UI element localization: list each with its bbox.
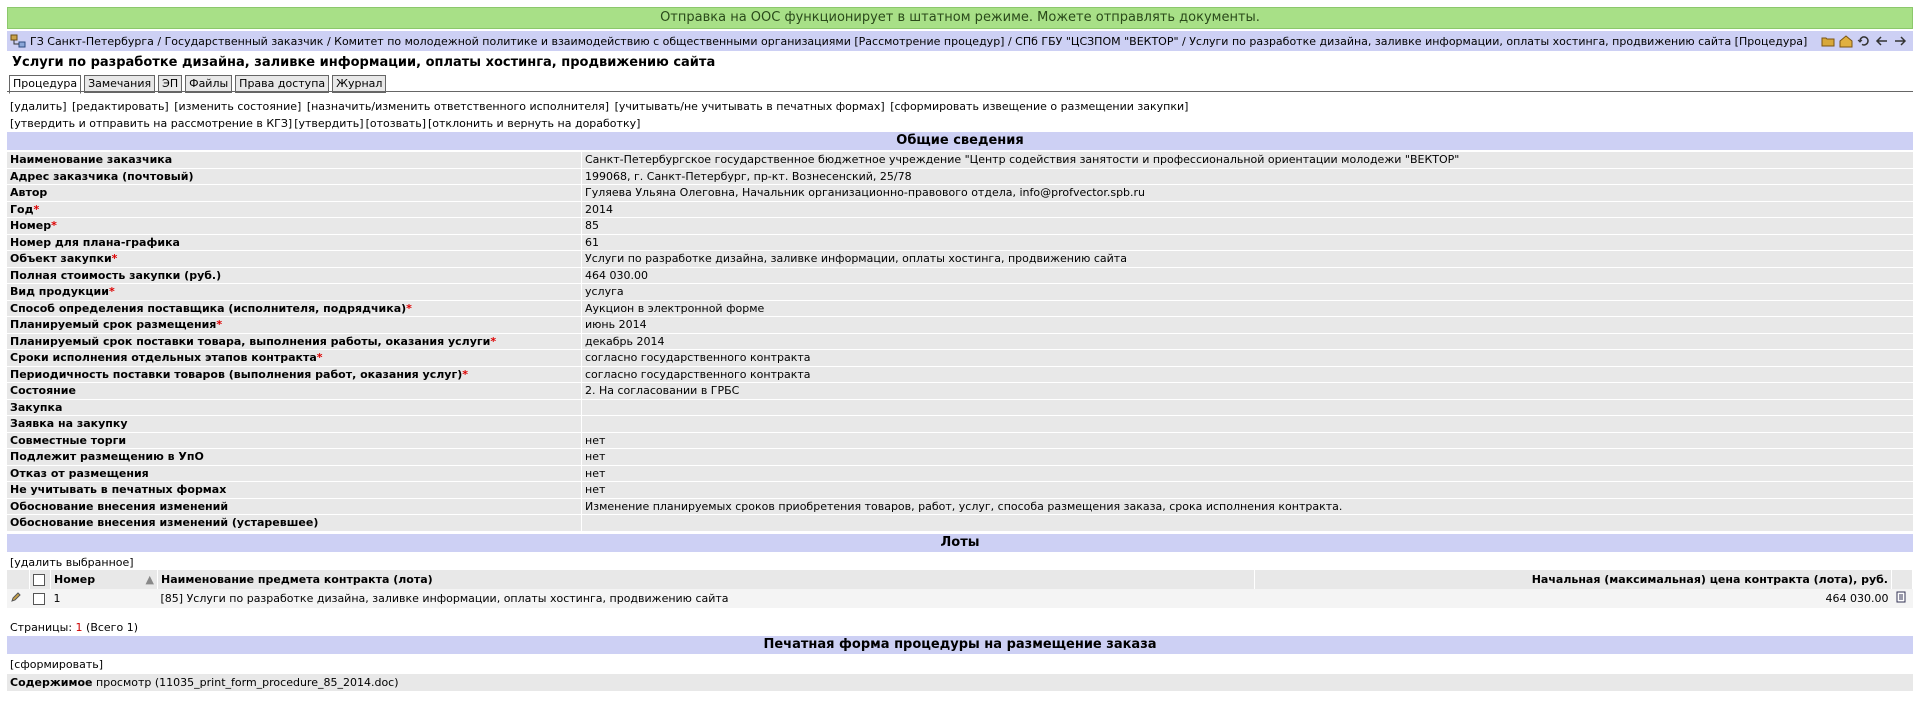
prop-value: нет	[582, 482, 1914, 499]
prop-label	[7, 300, 582, 317]
tab-files[interactable]: Файлы	[185, 75, 232, 93]
toolbar	[1821, 34, 1907, 48]
table-row[interactable]	[7, 589, 1913, 608]
required-marker: *	[216, 318, 223, 332]
prop-label-text: Обоснование внесения изменений	[10, 499, 229, 513]
content-row	[7, 674, 1913, 691]
document-icon[interactable]	[1895, 591, 1907, 603]
required-marker: *	[33, 202, 40, 216]
delete-link[interactable]: [удалить]	[10, 100, 67, 113]
edit-pen-icon[interactable]	[10, 591, 22, 603]
table-row	[7, 234, 1913, 251]
home-icon[interactable]	[1839, 34, 1853, 48]
pages-label: Страницы:	[10, 621, 73, 634]
prop-label-text: Номер	[10, 219, 52, 233]
table-row	[7, 218, 1913, 235]
select-all-cell	[30, 570, 51, 589]
lots-header-row	[7, 570, 1913, 589]
prop-label	[7, 515, 582, 532]
table-row	[7, 251, 1913, 268]
toggle-print-link[interactable]: [учитывать/не учитывать в печатных формах]	[614, 100, 885, 113]
table-row	[7, 482, 1913, 499]
required-marker: *	[108, 285, 115, 299]
row-checkbox[interactable]	[33, 593, 45, 605]
edit-link[interactable]: [редактировать]	[72, 100, 169, 113]
status-banner: Отправка на ООС функционирует в штатном режиме. Можете отправлять документы.	[7, 7, 1913, 29]
required-marker: *	[316, 351, 323, 365]
lot-name[interactable]: [85] Услуги по разработке дизайна, заливке информации, оплаты хостинга, продвижению сайта	[158, 589, 1255, 608]
prop-label-text: Периодичность поставки товаров (выполнения работ, оказания услуг)	[10, 367, 463, 381]
required-marker: *	[111, 252, 118, 266]
table-row	[7, 284, 1913, 301]
prop-label-text: Совместные торги	[10, 433, 127, 447]
prop-value: услуга	[582, 284, 1914, 301]
prop-label-text: Полная стоимость закупки (руб.)	[10, 268, 222, 282]
table-row	[7, 416, 1913, 433]
prop-label	[7, 317, 582, 334]
table-row	[7, 201, 1913, 218]
prop-value	[582, 399, 1914, 416]
prop-label	[7, 465, 582, 482]
prop-label	[7, 482, 582, 499]
prop-value: Гуляева Ульяна Олеговна, Начальник организационно-правового отдела, info@profvector.spb.ru	[582, 185, 1914, 202]
pagination	[10, 621, 138, 634]
form-print-link[interactable]: [сформировать]	[10, 658, 104, 671]
table-row	[7, 152, 1913, 168]
header-spacer	[7, 570, 30, 589]
header-actions	[1892, 570, 1913, 589]
prop-label	[7, 284, 582, 301]
tab-signature[interactable]: ЭП	[158, 75, 182, 93]
folder-icon[interactable]	[1821, 34, 1835, 48]
table-row	[7, 168, 1913, 185]
approve-send-button[interactable]: [утвердить и отправить на рассмотрение в КГЗ]	[10, 117, 293, 130]
select-all-checkbox[interactable]	[33, 574, 45, 586]
prop-label-text: Автор	[10, 186, 48, 200]
required-marker: *	[406, 301, 412, 315]
prop-label	[7, 383, 582, 400]
page-link-current[interactable]: 1	[75, 621, 83, 634]
prop-label	[7, 399, 582, 416]
refresh-icon[interactable]	[1857, 34, 1871, 48]
table-row	[7, 399, 1913, 416]
prop-value: Санкт-Петербургское государственное бюджетное учреждение "Центр содействия занятости и профессиональной ориентации молодежи "ВЕКТОР"	[582, 152, 1914, 168]
required-marker: *	[490, 334, 497, 348]
prop-label-text: Отказ от размещения	[10, 466, 149, 480]
table-row	[7, 366, 1913, 383]
tab-log[interactable]: Журнал	[332, 75, 386, 93]
sort-arrow-icon[interactable]: ▲	[145, 573, 154, 586]
delete-selected-link[interactable]: [удалить выбранное]	[10, 556, 134, 569]
prop-value: 85	[582, 218, 1914, 235]
header-name[interactable]: Наименование предмета контракта (лота)	[158, 570, 1255, 589]
prop-label-text: Не учитывать в печатных формах	[10, 483, 227, 497]
prop-value	[582, 416, 1914, 433]
approve-button[interactable]: [утвердить]	[294, 117, 364, 130]
prop-label	[7, 168, 582, 185]
prop-value: нет	[582, 449, 1914, 466]
assign-executor-link[interactable]: [назначить/изменить ответственного исполнителя]	[306, 100, 610, 113]
prop-label-text: Адрес заказчика (почтовый)	[10, 169, 194, 183]
prop-value: Услуги по разработке дизайна, заливке информации, оплаты хостинга, продвижению сайта	[582, 251, 1914, 268]
prop-value: 2. На согласовании в ГРБС	[582, 383, 1914, 400]
prop-value: июнь 2014	[582, 317, 1914, 334]
pages-total: (Всего 1)	[86, 621, 138, 634]
table-row	[7, 317, 1913, 334]
table-row	[7, 498, 1913, 515]
form-notice-link[interactable]: [сформировать извещение о размещении закупки]	[890, 100, 1189, 113]
breadcrumb[interactable]: ГЗ Санкт-Петербурга / Государственный заказчик / Комитет по молодежной политике и взаимодействию с общественными организациями [Рассмотрение процедур] / СПб ГБУ "ЦСЗПОМ "ВЕКТОР" / Услуги по разработке дизайна, заливке информации, оплаты хостинга, продвижению сайта [Процедура]	[30, 34, 1808, 48]
prop-label	[7, 432, 582, 449]
prop-value	[582, 515, 1914, 532]
prop-label-text: Заявка на закупку	[10, 417, 128, 431]
lot-price: 464 030.00	[1255, 589, 1892, 608]
page-title: Услуги по разработке дизайна, заливке информации, оплаты хостинга, продвижению сайта	[12, 55, 716, 70]
prop-value: нет	[582, 465, 1914, 482]
org-tree-icon[interactable]	[10, 34, 26, 48]
prop-label-text: Закупка	[10, 400, 63, 414]
section-print-title: Печатная форма процедуры на размещение заказа	[7, 636, 1913, 654]
breadcrumb-bar	[7, 31, 1913, 51]
required-marker: *	[51, 219, 57, 233]
prop-label-text: Год	[10, 202, 34, 216]
prop-label	[7, 152, 582, 168]
forward-arrow-icon[interactable]	[1893, 34, 1907, 48]
section-lots-title: Лоты	[7, 534, 1913, 552]
prop-label-text: Вид продукции	[10, 285, 109, 299]
prop-label	[7, 498, 582, 515]
table-row	[7, 465, 1913, 482]
prop-label	[7, 350, 582, 367]
tab-remarks[interactable]: Замечания	[84, 75, 155, 93]
prop-label-text: Планируемый срок размещения	[10, 318, 217, 332]
prop-value: Аукцион в электронной форме	[582, 300, 1914, 317]
lot-number: 1	[51, 589, 158, 608]
table-row	[7, 432, 1913, 449]
prop-value: 2014	[582, 201, 1914, 218]
prop-label-text: Способ определения поставщика (исполнителя, подрядчика)	[10, 301, 407, 315]
prop-value: 464 030.00	[582, 267, 1914, 284]
prop-label	[7, 416, 582, 433]
prop-label	[7, 333, 582, 350]
print-file-link[interactable]: просмотр (11035_print_form_procedure_85_2014.doc)	[96, 676, 399, 689]
prop-label	[7, 201, 582, 218]
prop-label	[7, 234, 582, 251]
table-row	[7, 185, 1913, 202]
table-row	[7, 449, 1913, 466]
table-row	[7, 300, 1913, 317]
prop-label	[7, 449, 582, 466]
prop-label-text: Объект закупки	[10, 252, 112, 266]
prop-label	[7, 185, 582, 202]
prop-label	[7, 251, 582, 268]
procedure-panel	[7, 91, 1913, 711]
header-number[interactable]: Номер ▲	[51, 570, 158, 589]
withdraw-button[interactable]: [отозвать]	[365, 117, 426, 130]
prop-value: декабрь 2014	[582, 333, 1914, 350]
content-label: Содержимое	[10, 676, 93, 689]
tab-access[interactable]: Права доступа	[235, 75, 329, 93]
prop-value: Изменение планируемых сроков приобретения товаров, работ, услуг, способа размещения заказа, срока исполнения контракта.	[582, 498, 1914, 515]
table-row	[7, 333, 1913, 350]
section-general-title: Общие сведения	[7, 132, 1913, 150]
actions-row	[10, 100, 1190, 113]
prop-label	[7, 218, 582, 235]
lot-doc-cell	[1892, 589, 1913, 608]
prop-value: согласно государственного контракта	[582, 350, 1914, 367]
required-marker: *	[462, 367, 469, 381]
lots-table	[7, 570, 1913, 608]
general-info-table	[7, 152, 1913, 532]
prop-label-text: Номер для плана-графика	[10, 235, 180, 249]
prop-label	[7, 267, 582, 284]
table-row	[7, 350, 1913, 367]
prop-value: 199068, г. Санкт-Петербург, пр-кт. Вознесенский, 25/78	[582, 168, 1914, 185]
table-row	[7, 383, 1913, 400]
prop-value: 61	[582, 234, 1914, 251]
prop-label	[7, 366, 582, 383]
tab-procedure[interactable]: Процедура	[9, 75, 81, 94]
prop-value: нет	[582, 432, 1914, 449]
change-state-link[interactable]: [изменить состояние]	[174, 100, 302, 113]
approval-actions-row	[10, 117, 642, 130]
prop-label-text: Состояние	[10, 384, 76, 398]
lot-edit-cell	[7, 589, 30, 608]
prop-label-text: Наименование заказчика	[10, 153, 173, 167]
reject-button[interactable]: [отклонить и вернуть на доработку]	[428, 117, 641, 130]
table-row	[7, 515, 1913, 532]
table-row	[7, 267, 1913, 284]
back-arrow-icon[interactable]	[1875, 34, 1889, 48]
lot-select-cell	[30, 589, 51, 608]
prop-label-text: Сроки исполнения отдельных этапов контракта	[10, 351, 317, 365]
prop-label-text: Подлежит размещению в УпО	[10, 450, 204, 464]
prop-label-text: Планируемый срок поставки товара, выполнения работы, оказания услуги	[10, 334, 491, 348]
prop-label-text: Обоснование внесения изменений (устаревшее)	[10, 516, 319, 530]
header-price[interactable]: Начальная (максимальная) цена контракта (лота), руб.	[1255, 570, 1892, 589]
prop-value: согласно государственного контракта	[582, 366, 1914, 383]
